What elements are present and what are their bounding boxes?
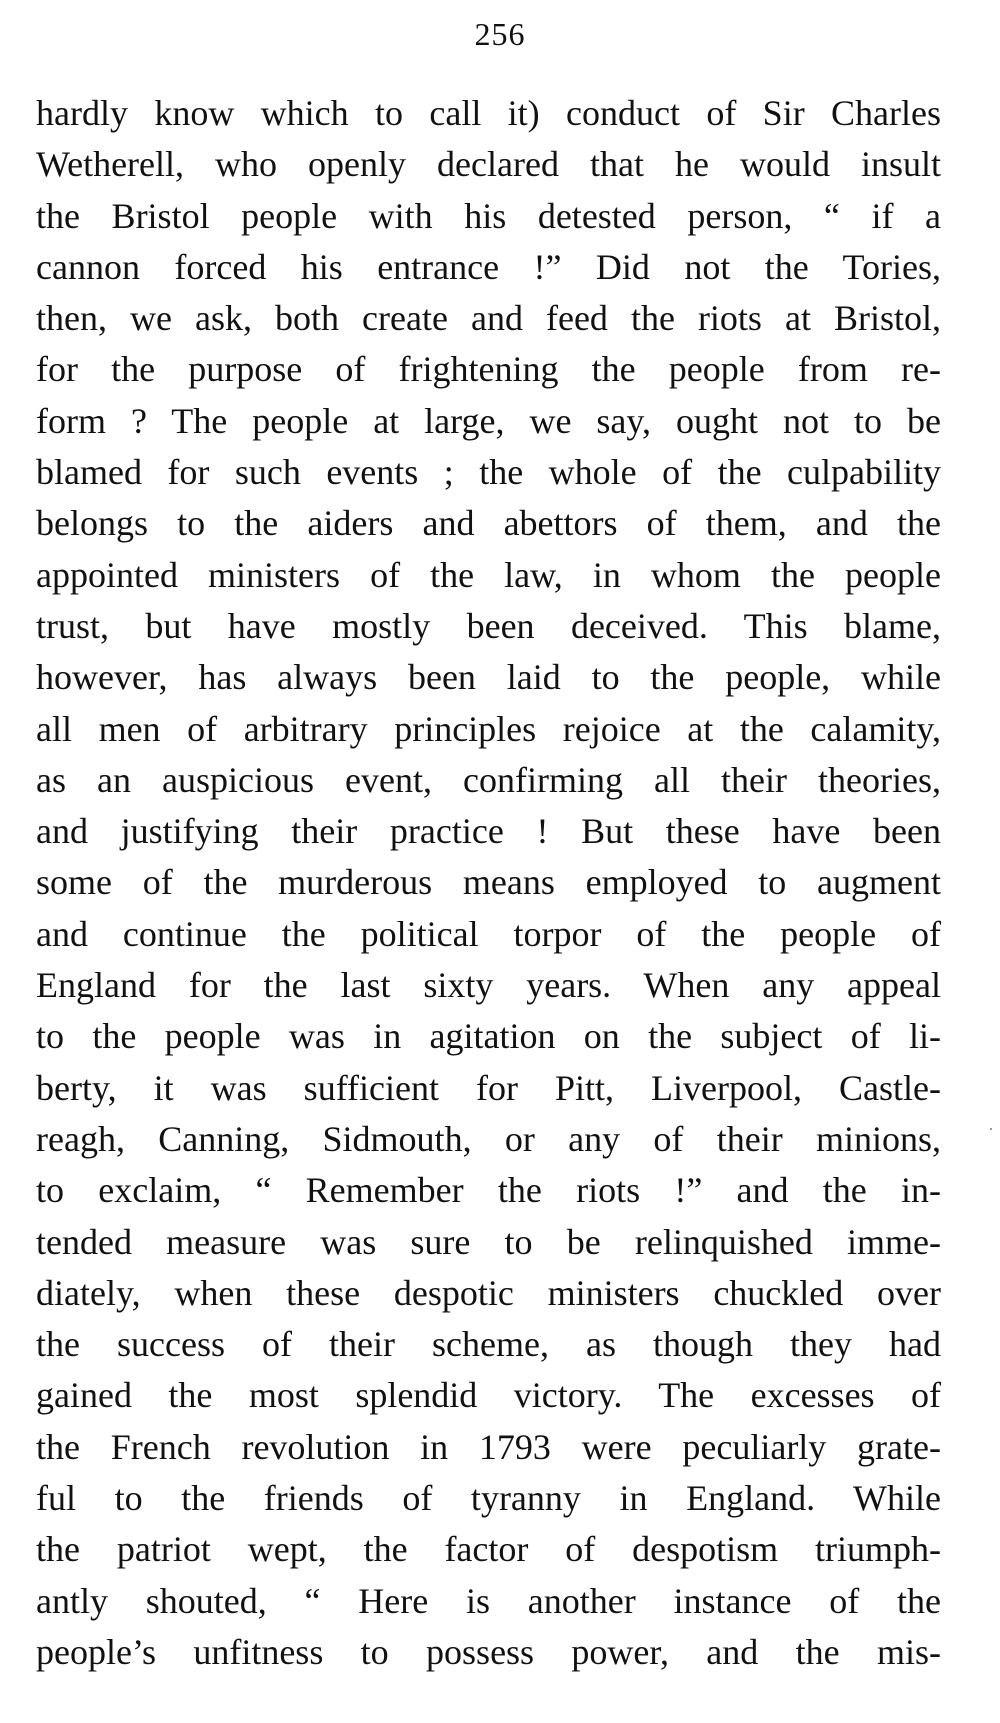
text-line: belongs to the aiders and abettors of them, and the — [36, 503, 941, 544]
text-line: some of the murderous means employed to augment — [36, 862, 941, 903]
text-line: appointed ministers of the law, in whom the people — [36, 554, 941, 595]
text-line: the success of their scheme, as though they had — [36, 1324, 941, 1365]
text-line: reagh, Canning, Sidmouth, or any of their minions, — [36, 1118, 941, 1159]
text-line: all men of arbitrary principles rejoice at the calamity, — [36, 708, 941, 749]
text-line: however, has always been laid to the people, while — [36, 657, 941, 698]
text-line: tended measure was sure to be relinquished imme- — [36, 1221, 941, 1262]
text-line: to the people was in agitation on the subject of li- — [36, 1016, 941, 1057]
text-line: ful to the friends of tyranny in England. While — [36, 1478, 941, 1519]
page-number: 256 — [474, 16, 526, 52]
text-line: berty, it was sufficient for Pitt, Liverpool, Castle- — [36, 1067, 941, 1108]
text-line: for the purpose of frightening the people from re- — [36, 349, 941, 390]
text-line: the patriot wept, the factor of despotism triumph- — [36, 1529, 941, 1570]
text-line: hardly know which to call it) conduct of Sir Charles — [36, 93, 941, 133]
text-line: and continue the political torpor of the people of — [36, 913, 941, 954]
text-line: England for the last sixty years. When any appeal — [36, 965, 941, 1006]
text-line: Wetherell, who openly declared that he would insult — [36, 144, 941, 185]
text-line: blamed for such events ; the whole of the culpability — [36, 452, 941, 493]
scan-speck — [990, 1128, 992, 1130]
text-line: cannon forced his entrance !” Did not the Tories, — [36, 246, 941, 287]
text-line: antly shouted, “ Here is another instance of the — [36, 1580, 941, 1621]
text-line: form ? The people at large, we say, ought not to be — [36, 400, 941, 441]
text-line: the Bristol people with his detested person, “ if a — [36, 195, 941, 236]
text-line: as an auspicious event, confirming all their theories, — [36, 759, 941, 800]
body-text — [36, 88, 941, 1678]
text-line: the French revolution in 1793 were peculiarly grate- — [36, 1426, 941, 1467]
text-line: to exclaim, “ Remember the riots !” and the in- — [36, 1170, 941, 1211]
text-line: people’s unfitness to possess power, and the mis- — [36, 1631, 941, 1672]
text-line: trust, but have mostly been deceived. This blame, — [36, 605, 941, 646]
text-line: gained the most splendid victory. The excesses of — [36, 1375, 941, 1416]
text-line: then, we ask, both create and feed the riots at Bristol, — [36, 298, 941, 339]
text-line: diately, when these despotic ministers chuckled over — [36, 1272, 941, 1313]
text-line: and justifying their practice ! But these have been — [36, 811, 941, 852]
